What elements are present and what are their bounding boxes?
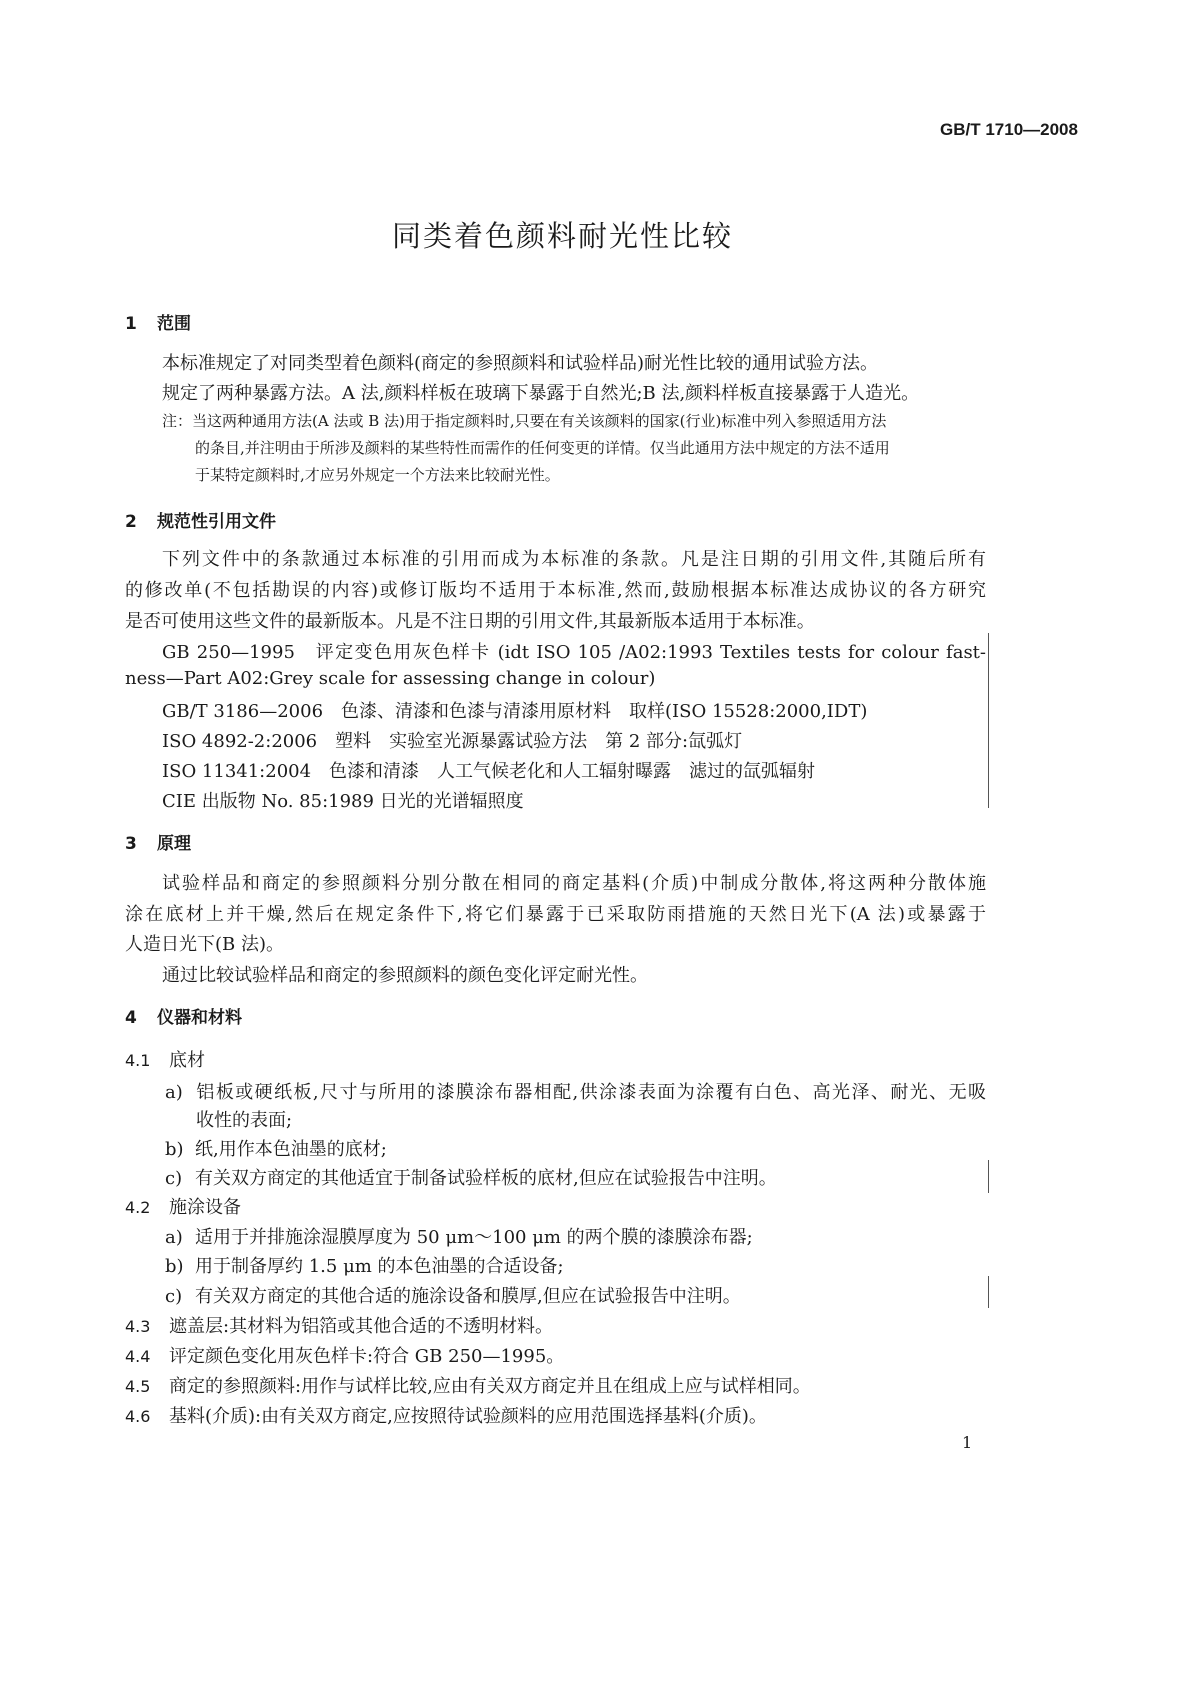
section-title: 原理 xyxy=(157,834,191,854)
section-2-heading xyxy=(125,507,276,532)
note: 注：当这两种通用方法(A 法或 B 法)用于指定颜料时,只要在有关该颜料的国家(行业)标准中列入参照适用方法 xyxy=(162,412,887,430)
list-item-continued: 收性的表面; xyxy=(196,1110,293,1131)
subsection-4-5: 4.5 商定的参照颜料:用作与试样比较,应由有关双方商定并且在组成上应与试样相同。 xyxy=(125,1376,811,1397)
page-number: 1 xyxy=(962,1433,973,1452)
reference-item-continued: ness—Part A02:Grey scale for assessing change in colour) xyxy=(125,668,656,689)
list-marker: b) xyxy=(165,1256,184,1277)
change-bar xyxy=(988,1160,989,1193)
reference-item: GB 250—1995 评定变色用灰色样卡 (idt ISO 105 /A02:1993 Textiles tests for colour fast- xyxy=(162,642,986,663)
section-1-heading xyxy=(125,309,191,334)
paragraph-line: 人造日光下(B 法)。 xyxy=(125,934,284,955)
section-title: 仪器和材料 xyxy=(157,1008,242,1028)
section-4-heading xyxy=(125,1003,242,1028)
subsection-4-2 xyxy=(125,1193,241,1219)
list-marker: c) xyxy=(165,1286,183,1307)
list-marker: b) xyxy=(165,1139,184,1160)
paragraph-line: 涂在底材上并干燥,然后在规定条件下,将它们暴露于已采取防雨措施的天然日光下(A 法)或暴露于 xyxy=(125,904,986,925)
subsection-title: 底材 xyxy=(169,1050,205,1071)
section-3-heading xyxy=(125,829,191,854)
reference-item: ISO 4892-2:2006 塑料 实验室光源暴露试验方法 第 2 部分:氙弧灯 xyxy=(162,731,743,752)
section-number: 2 xyxy=(125,512,137,532)
list-marker: c) xyxy=(165,1168,183,1189)
section-title: 范围 xyxy=(157,314,191,334)
subsection-number: 4.4 xyxy=(125,1347,151,1366)
note-continued: 的条目,并注明由于所涉及颜料的某些特性而需作的任何变更的详情。仅当此通用方法中规定的方法不适用 xyxy=(195,439,890,457)
list-item: c) 有关双方商定的其他合适的施涂设备和膜厚,但应在试验报告中注明。 xyxy=(165,1286,741,1307)
paragraph: 本标准规定了对同类型着色颜料(商定的参照颜料和试验样品)耐光性比较的通用试验方法。 xyxy=(162,353,879,374)
list-item: b) 用于制备厚约 1.5 μm 的本色油墨的合适设备; xyxy=(165,1256,564,1277)
subsection-number: 4.2 xyxy=(125,1198,151,1217)
subsection-number: 4.6 xyxy=(125,1407,151,1426)
subsection-number: 4.3 xyxy=(125,1317,151,1336)
list-marker: a) xyxy=(165,1227,183,1248)
subsection-4-6: 4.6 基料(介质):由有关双方商定,应按照待试验颜料的应用范围选择基料(介质)。 xyxy=(125,1406,767,1427)
paragraph: 规定了两种暴露方法。A 法,颜料样板在玻璃下暴露于自然光;B 法,颜料样板直接暴露于人造光。 xyxy=(162,383,920,404)
list-item: a) 适用于并排施涂湿膜厚度为 50 μm～100 μm 的两个膜的漆膜涂布器; xyxy=(165,1227,753,1248)
subsection-4-3: 4.3 遮盖层:其材料为铝箔或其他合适的不透明材料。 xyxy=(125,1316,554,1337)
standard-number: GB/T 1710—2008 xyxy=(940,120,1078,139)
subsection-number: 4.5 xyxy=(125,1377,151,1396)
reference-item: GB/T 3186—2006 色漆、清漆和色漆与清漆用原材料 取样(ISO 15528:2000,IDT) xyxy=(162,701,868,722)
section-title: 规范性引用文件 xyxy=(157,512,276,532)
note-continued: 于某特定颜料时,才应另外规定一个方法来比较耐光性。 xyxy=(195,466,560,484)
subsection-title: 施涂设备 xyxy=(169,1197,241,1218)
paragraph-line: 是否可使用这些文件的最新版本。凡是不注日期的引用文件,其最新版本适用于本标准。 xyxy=(125,611,815,632)
paragraph: 下列文件中的条款通过本标准的引用而成为本标准的条款。凡是注日期的引用文件,其随后所有 xyxy=(162,549,986,570)
reference-item: ISO 11341:2004 色漆和清漆 人工气候老化和人工辐射曝露 滤过的氙弧辐射 xyxy=(162,761,816,782)
subsection-number: 4.1 xyxy=(125,1051,151,1070)
paragraph-line: 的修改单(不包括勘误的内容)或修订版均不适用于本标准,然而,鼓励根据本标准达成协议的各方研究 xyxy=(125,580,986,601)
change-bar xyxy=(988,633,989,808)
list-item: b) 纸,用作本色油墨的底材; xyxy=(165,1139,387,1160)
paragraph: 试验样品和商定的参照颜料分别分散在相同的商定基料(介质)中制成分散体,将这两种分散体施 xyxy=(162,873,986,894)
subsection-4-1 xyxy=(125,1046,205,1072)
section-number: 3 xyxy=(125,834,137,854)
list-item: a) 铝板或硬纸板,尺寸与所用的漆膜涂布器相配,供涂漆表面为涂覆有白色、高光泽、耐光、无吸 xyxy=(165,1082,986,1103)
section-number: 4 xyxy=(125,1008,137,1028)
reference-item: CIE 出版物 No. 85:1989 日光的光谱辐照度 xyxy=(162,791,524,812)
list-item: c) 有关双方商定的其他适宜于制备试验样板的底材,但应在试验报告中注明。 xyxy=(165,1168,777,1189)
section-number: 1 xyxy=(125,314,137,334)
list-marker: a) xyxy=(165,1082,183,1103)
subsection-4-4: 4.4 评定颜色变化用灰色样卡:符合 GB 250—1995。 xyxy=(125,1346,565,1367)
change-bar xyxy=(988,1276,989,1308)
page-title: 同类着色颜料耐光性比较 xyxy=(392,219,734,253)
paragraph: 通过比较试验样品和商定的参照颜料的颜色变化评定耐光性。 xyxy=(162,965,648,986)
